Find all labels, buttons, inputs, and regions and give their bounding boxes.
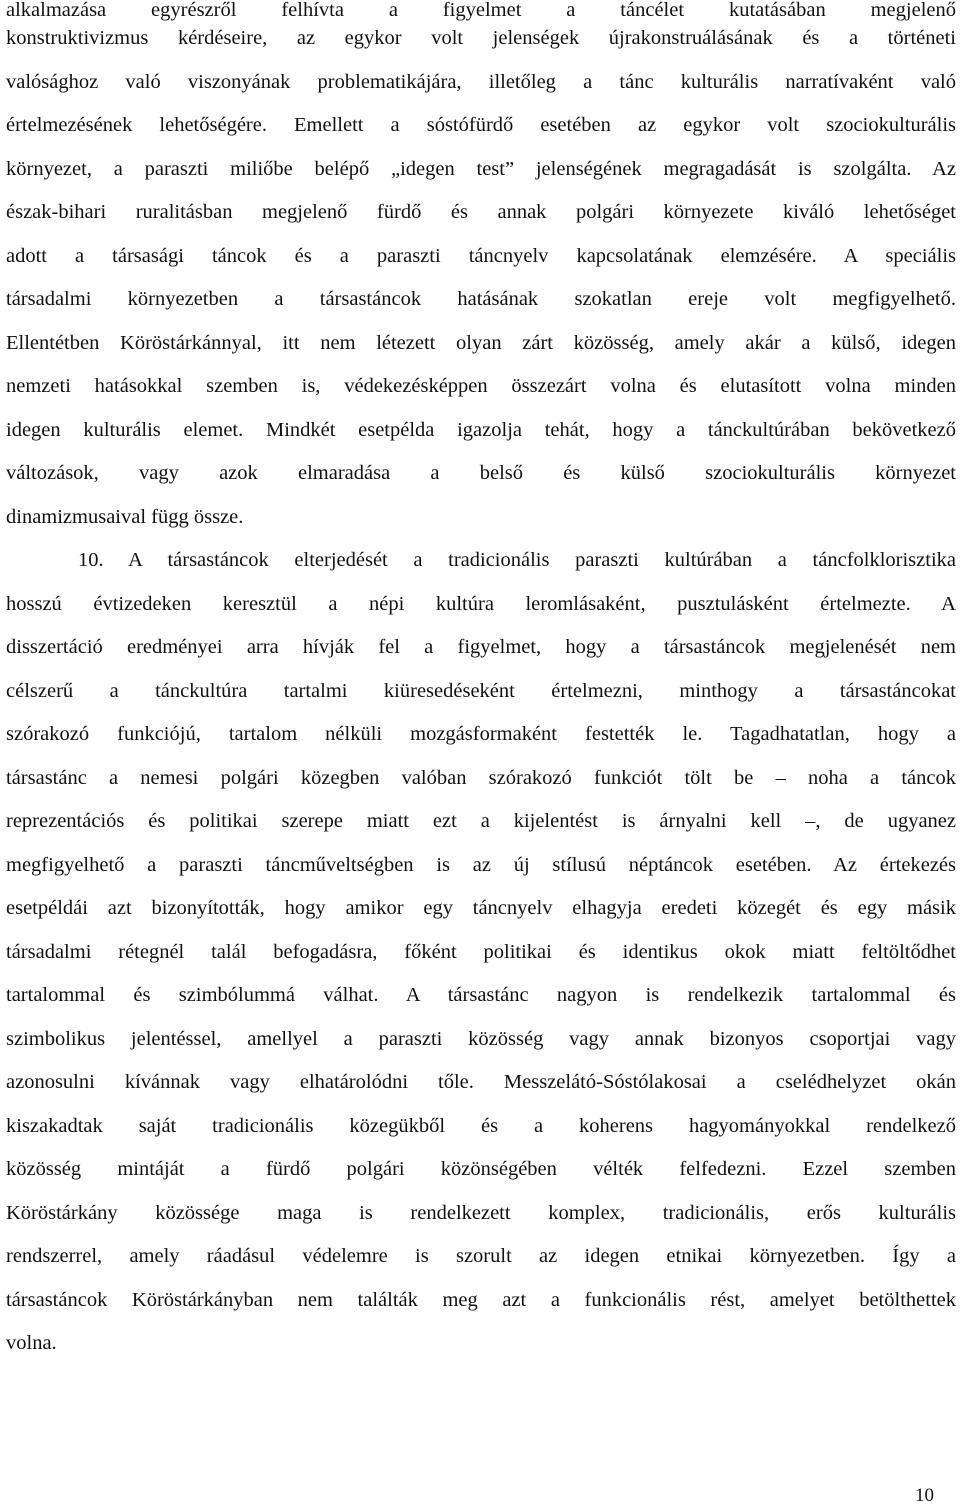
text-line: célszerű a tánckultúra tartalmi kiüresedéseként értelmezni, minthogy a társastáncokat: [6, 679, 956, 702]
text-line: környezet, a paraszti miliőbe belépő „idegen test” jelenségének megragadását is szolgálta. Az: [6, 157, 956, 180]
text-line: Köröstárkány közössége maga is rendelkezett komplex, tradicionális, erős kulturális: [6, 1201, 956, 1224]
text-line: megfigyelhető a paraszti táncműveltségben is az új stílusú néptáncok esetében. Az értekezés: [6, 853, 956, 876]
page-number: 10: [915, 1485, 934, 1506]
text-line: dinamizmusaival függ össze.: [6, 505, 244, 528]
text-line: alkalmazása egyrészről felhívta a figyelmet a táncélet kutatásában megjelenő: [6, 0, 956, 21]
text-line: nemzeti hatásokkal szemben is, védekezésképpen összezárt volna és elutasított volna minden: [6, 375, 956, 397]
text-line: szimbolikus jelentéssel, amellyel a paraszti közösség vagy annak bizonyos csoportjai vagy: [6, 1027, 956, 1050]
text-line: közösség mintáját a fürdő polgári közönségében vélték felfedezni. Ezzel szemben: [6, 1158, 956, 1180]
text-line: konstruktivizmus kérdéseire, az egykor volt jelenségek újrakonstruálásának és a történeti: [6, 27, 956, 49]
text-line: kiszakadtak saját tradicionális közegükből és a koherens hagyományokkal rendelkező: [6, 1114, 956, 1137]
text-line: társastánc a nemesi polgári közegben valóban szórakozó funkciót tölt be – noha a táncok: [6, 766, 956, 789]
text-line: reprezentációs és politikai szerepe miatt ezt a kijelentést is árnyalni kell –, de ugyanez: [6, 810, 956, 832]
text-line: esetpéldái azt bizonyították, hogy amikor egy táncnyelv elhagyja eredeti közegét és egy másik: [6, 897, 956, 919]
text-line: adott a társasági táncok és a paraszti táncnyelv kapcsolatának elemzésére. A speciális: [6, 244, 956, 267]
page-body: [6, 0, 956, 1374]
paragraph-point-10: [6, 547, 956, 1374]
text-line: idegen kulturális elemet. Mindkét esetpélda igazolja tehát, hogy a tánckultúrában bekövetkező: [6, 418, 956, 441]
text-line: rendszerrel, amely ráadásul védelemre is szorult az idegen etnikai környezetben. Így a: [6, 1245, 956, 1267]
text-line: Ellentétben Köröstárkánnyal, itt nem létezett olyan zárt közösség, amely akár a külső, idegen: [6, 331, 956, 354]
text-line: társastáncok Köröstárkányban nem találták meg azt a funkcionális rést, amelyet betölthettek: [6, 1288, 956, 1311]
text-line: szórakozó funkciójú, tartalom nélküli mozgásformaként festették le. Tagadhatatlan, hogy a: [6, 723, 956, 745]
text-line: azonosulni kívánnak vagy elhatárolódni tőle. Messzelátó-Sóstólakosai a cselédhelyzet okán: [6, 1071, 956, 1093]
text-line: értelmezésének lehetőségére. Emellett a sóstófürdő esetében az egykor volt szociokulturális: [6, 114, 956, 136]
text-line: társadalmi rétegnél talál befogadásra, főként politikai és identikus okok miatt feltöltődhet: [6, 940, 956, 963]
text-line: észak-bihari ruralitásban megjelenő fürdő és annak polgári környezete kiváló lehetőséget: [6, 201, 956, 223]
text-line: disszertáció eredményei arra hívják fel a figyelmet, hogy a társastáncok megjelenését nem: [6, 636, 956, 658]
text-line: tartalommal és szimbólummá válhat. A társastánc nagyon is rendelkezik tartalommal és: [6, 984, 956, 1006]
text-line: 10. A társastáncok elterjedését a tradicionális paraszti kultúrában a táncfolklorisztika: [78, 549, 956, 571]
text-line: valósághoz való viszonyának problematikájára, illetőleg a tánc kulturális narratívaként való: [6, 70, 956, 93]
text-line: társadalmi környezetben a társastáncok hatásának szokatlan ereje volt megfigyelhető.: [6, 288, 956, 310]
paragraph-continuation: [6, 0, 956, 547]
text-line: változások, vagy azok elmaradása a belső és külső szociokulturális környezet: [6, 462, 956, 484]
text-line: volna.: [6, 1332, 57, 1354]
text-line: hosszú évtizedeken keresztül a népi kultúra leromlásaként, pusztulásként értelmezte. A: [6, 592, 956, 615]
